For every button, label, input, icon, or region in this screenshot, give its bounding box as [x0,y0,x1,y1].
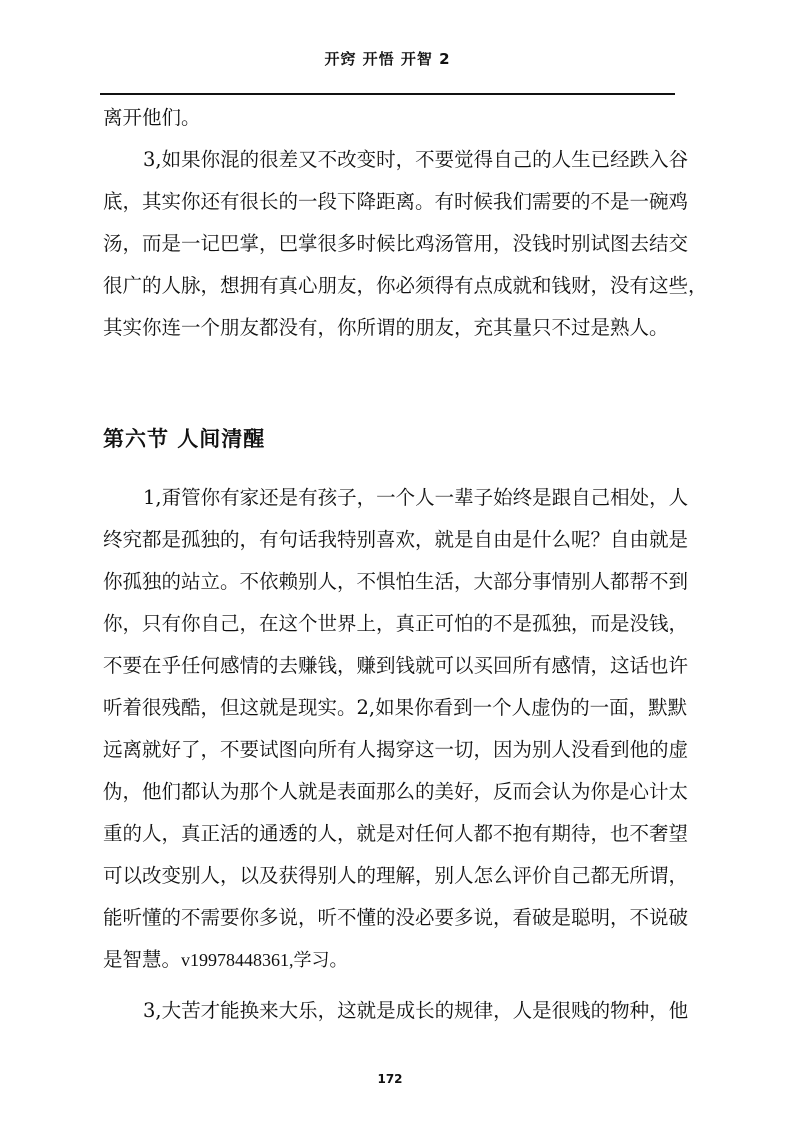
paragraph-line: 听着很残酷，但这就是现实。2,如果你看到一个人虚伪的一面，默默 [103,696,688,719]
page-number: 172 [377,1072,403,1086]
section-heading: 第六节 人间清醒 [103,427,266,451]
paragraph-line: 远离就好了，不要试图向所有人揭穿这一切，因为别人没看到他的虚 [103,738,689,761]
paragraph-line: 不要在乎任何感情的去赚钱，赚到钱就可以买回所有感情，这话也许 [103,654,689,677]
running-header: 开窍 开悟 开智 2 [324,50,451,68]
paragraph-line: 离开他们。 [103,106,201,129]
header-rule [100,93,675,95]
paragraph-line: 可以改变别人，以及获得别人的理解，别人怎么评价自己都无所谓， [103,864,689,887]
paragraph-line: 其实你连一个朋友都没有，你所谓的朋友，充其量只不过是熟人。 [103,316,669,339]
paragraph-line: 终究都是孤独的，有句话我特别喜欢，就是自由是什么呢？自由就是 [103,528,689,551]
paragraph-line: 你孤独的站立。不依赖别人，不惧怕生活，大部分事情别人都帮不到 [103,570,689,593]
paragraph-line: 能听懂的不需要你多说，听不懂的没必要多说，看破是聪明，不说破 [103,906,689,929]
paragraph-line: 3,如果你混的很差又不改变时，不要觉得自己的人生已经跌入谷 [143,148,689,171]
contact-note: v19978448361,学习。 [181,950,348,970]
paragraph-line: 汤，而是一记巴掌，巴掌很多时候比鸡汤管用，没钱时别试图去结交 [103,232,689,255]
paragraph-line: 底，其实你还有很长的一段下降距离。有时候我们需要的不是一碗鸡 [103,190,689,213]
paragraph-line: 伪，他们都认为那个人就是表面那么的美好，反而会认为你是心计太 [103,780,689,803]
paragraph-line: 你，只有你自己，在这个世界上，真正可怕的不是孤独，而是没钱， [103,612,689,635]
paragraph-text: 是智慧。 [103,948,182,971]
paragraph-line: 重的人，真正活的通透的人，就是对任何人都不抱有期待，也不奢望 [103,822,689,845]
paragraph-line: 3,大苦才能换来大乐，这就是成长的规律，人是很贱的物种，他 [143,999,689,1022]
paragraph-line: 很广的人脉，想拥有真心朋友，你必须得有点成就和钱财，没有这些， [103,274,708,297]
paragraph-line: 1,甭管你有家还是有孩子，一个人一辈子始终是跟自己相处，人 [143,486,689,509]
paragraph-line [103,945,673,975]
